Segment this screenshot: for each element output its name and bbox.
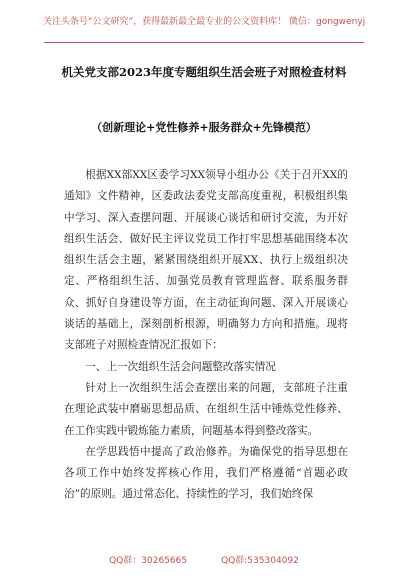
footer-qq-group-2: QQ群:535304092 — [221, 556, 299, 566]
document-body — [64, 165, 348, 506]
section-heading: 一、上一次组织生活会问题整改落实情况 — [85, 360, 276, 373]
header-divider — [44, 42, 364, 43]
footer-qq-group-1: QQ群：30265665 — [109, 556, 188, 566]
body-paragraph-intro: 根据XX部XX区委学习XX领导小组办公《关于召开XX的通知》文件精神，区委政法委党支部高度重视，积极组织集中学习、深入查摆问题、开展谈心谈话和研讨交流，为开好组织生活会、做好民主评议党员工作打牢思想基础围绕本次组织生活会主题，紧紧围绕组织开展XX、执行上级组织决定、严格组织生活、加强党员教育管理监督、联系服务群众、抓好自身建设等方面，在主动征询问题、深入开展谈心谈话的基础上，深刻剖析根源，明确努力方向和措施。现将支部班子对照检查情况汇报如下： — [64, 169, 348, 352]
footer-contact — [0, 553, 408, 566]
header-banner: 关注头条号“公文研究”，获得最新最全最专业的公文资料库！ 微信：gongwenyj — [42, 17, 366, 27]
document-subtitle: （创新理论+党性修养+服务群众+先锋模范） — [91, 121, 317, 134]
body-paragraph-rectification: 针对上一次组织生活会查摆出来的问题，支部班子注重在理论武装中磨砺思想品质、在组织生活中锤炼党性修养、在工作实践中锻炼能力素质，问题基本得到整改落实。 — [64, 381, 348, 437]
body-paragraph-political: 在学思践悟中提高了政治修养。为确保党的指导思想在各项工作中始终发挥核心作用，我们严格遵循“首题必政治”的原则。通过常态化、持续性的学习，我们始终保 — [64, 445, 348, 501]
document-title: 机关党支部2023年度专题组织生活会班子对照检查材料 — [61, 65, 347, 79]
